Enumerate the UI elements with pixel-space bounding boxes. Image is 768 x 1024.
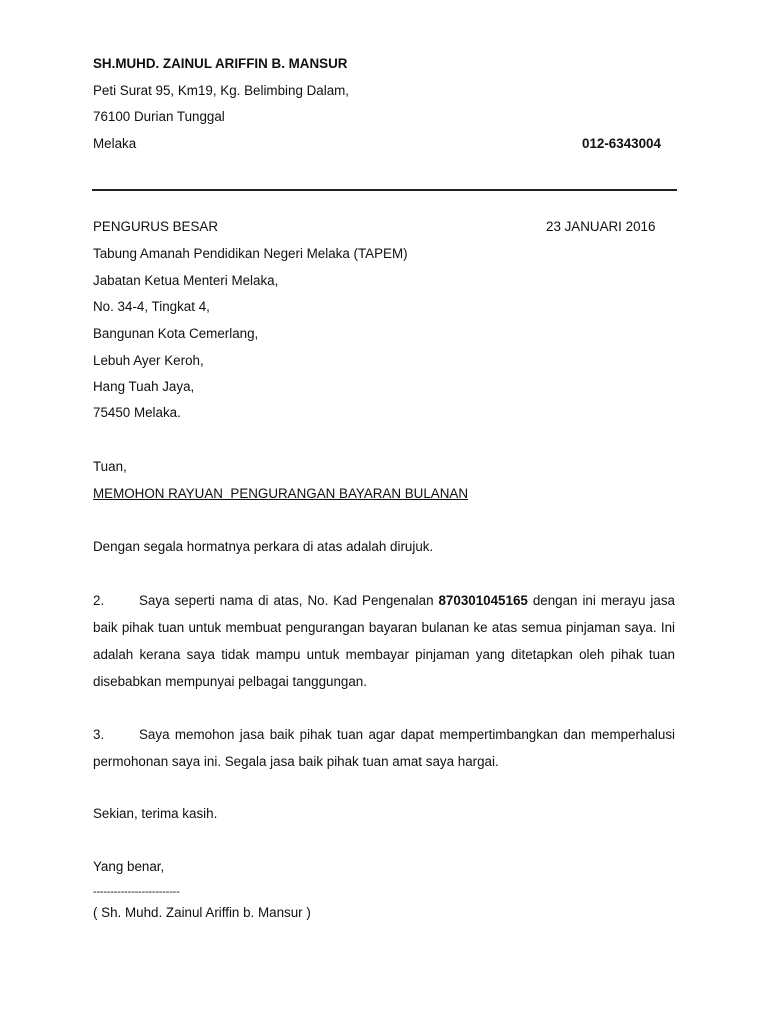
- recipient-line: Bangunan Kota Cemerlang,: [93, 326, 259, 341]
- sender-address-line-1: Peti Surat 95, Km19, Kg. Belimbing Dalam,: [93, 83, 350, 98]
- sender-address-line-3: Melaka: [93, 136, 137, 151]
- opening-sentence: Dengan segala hormatnya perkara di atas adalah dirujuk.: [93, 539, 434, 554]
- ic-number: 870301045165: [438, 593, 528, 608]
- recipient-line: Tabung Amanah Pendidikan Negeri Melaka (TAPEM): [93, 246, 408, 261]
- closing-line: Sekian, terima kasih.: [93, 806, 218, 821]
- recipient-line: No. 34-4, Tingkat 4,: [93, 299, 210, 314]
- sign-off: Yang benar,: [93, 859, 165, 874]
- recipient-line: Jabatan Ketua Menteri Melaka,: [93, 273, 279, 288]
- subject-line: MEMOHON RAYUAN PENGURANGAN BAYARAN BULANAN: [93, 486, 468, 501]
- signatory-name: ( Sh. Muhd. Zainul Ariffin b. Mansur ): [93, 905, 311, 920]
- signature-line: -------------------------: [93, 886, 180, 898]
- paragraph-3: [93, 721, 675, 775]
- sender-address-line-2: 76100 Durian Tunggal: [93, 109, 225, 124]
- recipient-line: 75450 Melaka.: [93, 405, 181, 420]
- recipient-title: PENGURUS BESAR: [93, 219, 219, 234]
- sender-name: SH.MUHD. ZAINUL ARIFFIN B. MANSUR: [93, 56, 348, 71]
- paragraph-text: Saya memohon jasa baik pihak tuan agar dapat mempertimbangkan dan memperhalusi permohonan saya ini. Segala jasa baik pihak tuan amat saya hargai.: [93, 727, 675, 769]
- paragraph-text: Saya seperti nama di atas, No. Kad Pengenalan: [139, 593, 439, 608]
- paragraph-2: [93, 587, 675, 695]
- recipient-line: Hang Tuah Jaya,: [93, 379, 195, 394]
- sender-phone: 012-6343004: [582, 136, 661, 151]
- salutation: Tuan,: [93, 459, 127, 474]
- paragraph-number: 3.: [93, 727, 105, 742]
- paragraph-number: 2.: [93, 593, 105, 608]
- letter-date: 23 JANUARI 2016: [546, 219, 656, 234]
- recipient-line: Lebuh Ayer Keroh,: [93, 353, 204, 368]
- paragraph-text: dengan ini merayu jasa baik pihak tuan untuk membuat pengurangan bayaran bulanan ke atas semua pinjaman saya. Ini adalah kerana saya tidak mampu untuk membayar pinjaman yang ditetapkan oleh pihak tuan disebabkan mempunyai pelbagai tanggungan.: [93, 593, 675, 689]
- header-divider: [92, 189, 677, 191]
